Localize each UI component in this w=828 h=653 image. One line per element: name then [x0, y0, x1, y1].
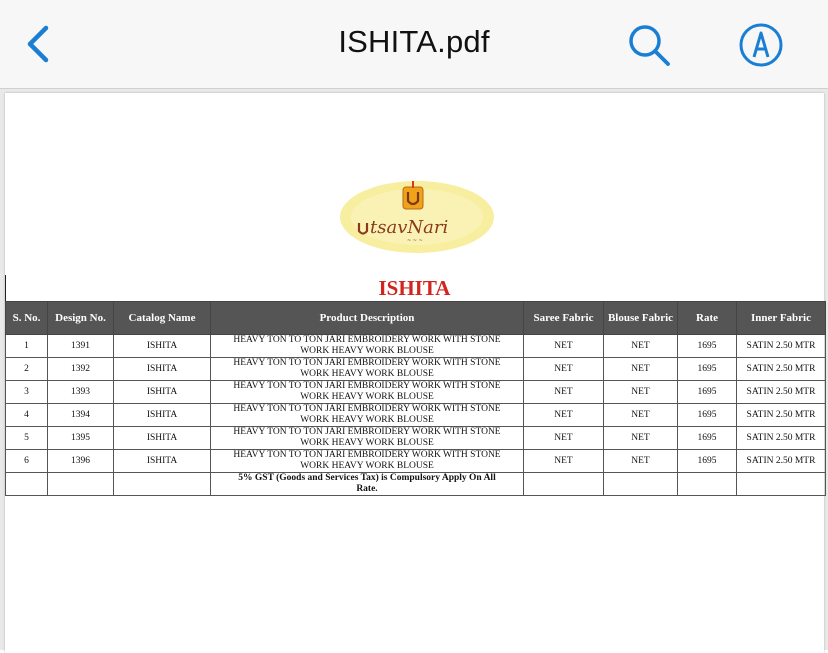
column-header: Design No. — [48, 302, 114, 335]
blouse-fabric: NET — [604, 381, 678, 404]
inner-fabric: SATIN 2.50 MTR — [737, 427, 826, 450]
description-line: WORK HEAVY WORK BLOUSE — [300, 392, 434, 402]
serial-number: 2 — [6, 358, 48, 381]
catalog-name: ISHITA — [114, 404, 211, 427]
design-number: 1394 — [48, 404, 114, 427]
product-description — [211, 404, 524, 427]
blouse-fabric: NET — [604, 404, 678, 427]
empty-cell — [604, 473, 678, 496]
description-line: WORK HEAVY WORK BLOUSE — [300, 415, 434, 425]
design-number: 1391 — [48, 335, 114, 358]
catalog-title: ISHITA — [378, 276, 451, 300]
inner-fabric: SATIN 2.50 MTR — [737, 358, 826, 381]
serial-number: 6 — [6, 450, 48, 473]
column-header: Catalog Name — [114, 302, 211, 335]
blouse-fabric: NET — [604, 427, 678, 450]
column-header: Blouse Fabric — [604, 302, 678, 335]
inner-fabric: SATIN 2.50 MTR — [737, 335, 826, 358]
catalog-name: ISHITA — [114, 450, 211, 473]
inner-fabric: SATIN 2.50 MTR — [737, 381, 826, 404]
saree-fabric: NET — [524, 404, 604, 427]
saree-fabric: NET — [524, 381, 604, 404]
serial-number: 1 — [6, 335, 48, 358]
blouse-fabric: NET — [604, 335, 678, 358]
svg-text:~ ~ ~: ~ ~ ~ — [407, 238, 423, 244]
empty-cell — [737, 473, 826, 496]
pdf-page — [5, 93, 824, 653]
description-line: HEAVY TON TO TON JARI EMBROIDERY WORK WITH STONE — [233, 450, 501, 460]
gst-note-row — [6, 473, 826, 496]
table-row — [6, 427, 826, 450]
rate: 1695 — [678, 404, 737, 427]
blouse-fabric: NET — [604, 450, 678, 473]
catalog-name: ISHITA — [114, 358, 211, 381]
gst-note-line: Rate. — [356, 484, 378, 494]
product-description — [211, 381, 524, 404]
gst-note — [211, 473, 524, 496]
product-description — [211, 358, 524, 381]
brand-logo — [337, 179, 497, 255]
description-line: WORK HEAVY WORK BLOUSE — [300, 346, 434, 356]
empty-cell — [48, 473, 114, 496]
pdf-viewer[interactable] — [0, 89, 828, 650]
document-title: ISHITA.pdf — [338, 24, 490, 59]
design-number: 1395 — [48, 427, 114, 450]
navigation-bar — [0, 0, 828, 89]
table-row — [6, 404, 826, 427]
design-number: 1392 — [48, 358, 114, 381]
description-line: HEAVY TON TO TON JARI EMBROIDERY WORK WITH STONE — [233, 358, 501, 368]
empty-cell — [524, 473, 604, 496]
column-header: Saree Fabric — [524, 302, 604, 335]
description-line: HEAVY TON TO TON JARI EMBROIDERY WORK WITH STONE — [233, 335, 501, 345]
design-number: 1393 — [48, 381, 114, 404]
saree-fabric: NET — [524, 358, 604, 381]
rate: 1695 — [678, 358, 737, 381]
table-header-row — [6, 302, 826, 335]
inner-fabric: SATIN 2.50 MTR — [737, 450, 826, 473]
column-header: Inner Fabric — [737, 302, 826, 335]
catalog-name: ISHITA — [114, 335, 211, 358]
description-line: WORK HEAVY WORK BLOUSE — [300, 438, 434, 448]
saree-fabric: NET — [524, 427, 604, 450]
search-button[interactable] — [626, 22, 672, 68]
column-header: Product Description — [211, 302, 524, 335]
saree-fabric: NET — [524, 450, 604, 473]
blouse-fabric: NET — [604, 358, 678, 381]
description-line: WORK HEAVY WORK BLOUSE — [300, 369, 434, 379]
description-line: WORK HEAVY WORK BLOUSE — [300, 461, 434, 471]
inner-fabric: SATIN 2.50 MTR — [737, 404, 826, 427]
markup-pen-icon — [738, 22, 784, 68]
design-number: 1396 — [48, 450, 114, 473]
description-line: HEAVY TON TO TON JARI EMBROIDERY WORK WITH STONE — [233, 381, 501, 391]
svg-text:tsavNari: tsavNari — [370, 217, 449, 238]
product-description — [211, 427, 524, 450]
empty-cell — [114, 473, 211, 496]
empty-cell — [678, 473, 737, 496]
table-row — [6, 335, 826, 358]
table-row — [6, 358, 826, 381]
markup-button[interactable] — [738, 22, 784, 68]
rate: 1695 — [678, 335, 737, 358]
description-line: HEAVY TON TO TON JARI EMBROIDERY WORK WITH STONE — [233, 427, 501, 437]
description-line: HEAVY TON TO TON JARI EMBROIDERY WORK WITH STONE — [233, 404, 501, 414]
catalog-name: ISHITA — [114, 427, 211, 450]
table-row — [6, 381, 826, 404]
search-icon — [626, 22, 672, 68]
rate: 1695 — [678, 381, 737, 404]
catalog-name: ISHITA — [114, 381, 211, 404]
serial-number: 5 — [6, 427, 48, 450]
empty-cell — [6, 473, 48, 496]
gst-note-line: 5% GST (Goods and Services Tax) is Compulsory Apply On All — [238, 473, 496, 483]
column-header: Rate — [678, 302, 737, 335]
product-description — [211, 450, 524, 473]
product-description — [211, 335, 524, 358]
rate: 1695 — [678, 450, 737, 473]
column-header: S. No. — [6, 302, 48, 335]
serial-number: 4 — [6, 404, 48, 427]
product-table — [5, 301, 826, 496]
rate: 1695 — [678, 427, 737, 450]
table-row — [6, 450, 826, 473]
serial-number: 3 — [6, 381, 48, 404]
saree-fabric: NET — [524, 335, 604, 358]
